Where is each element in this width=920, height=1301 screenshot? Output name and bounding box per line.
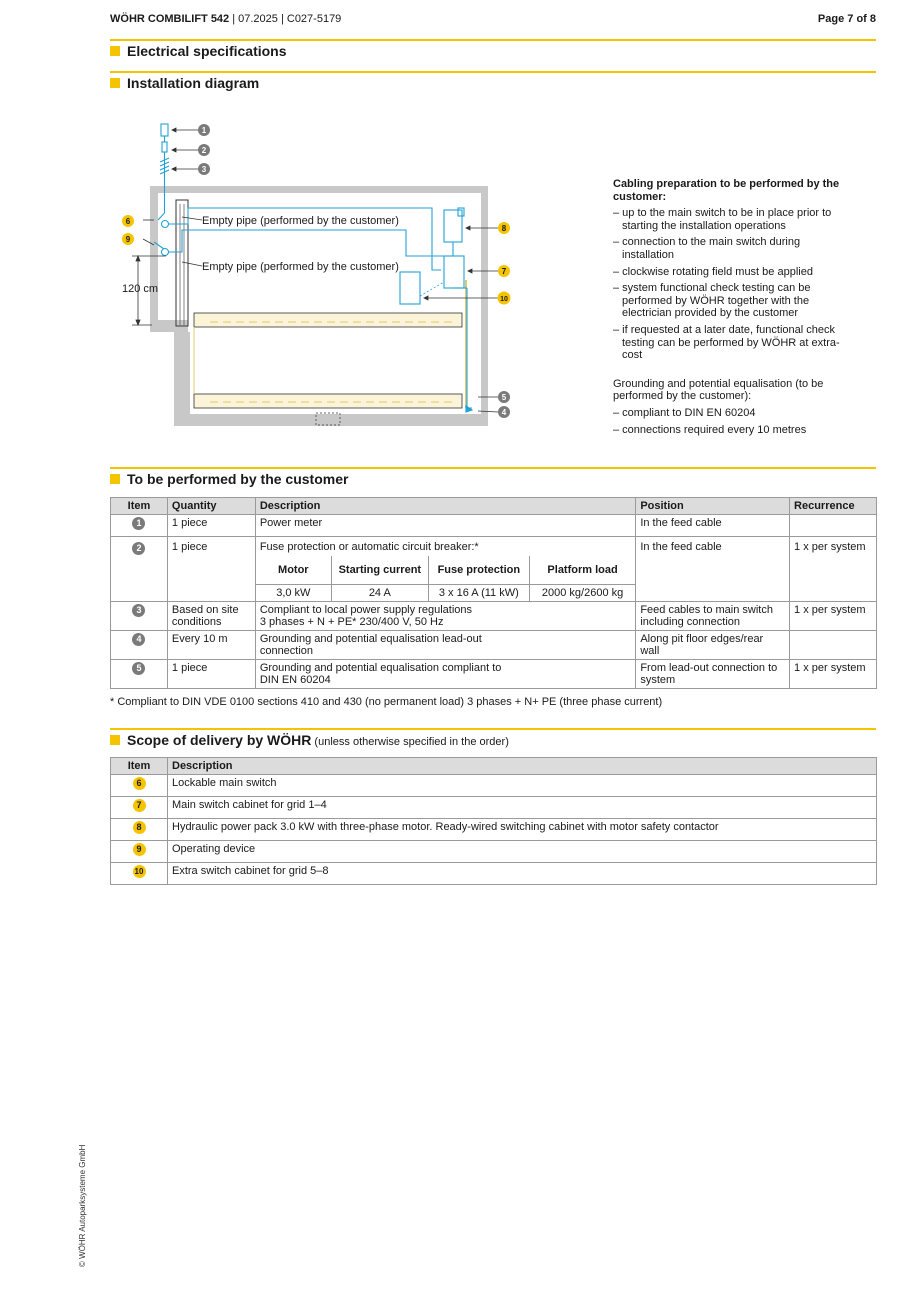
item-number: 5 xyxy=(132,662,145,675)
table-row xyxy=(111,659,877,688)
cabling-title: Cabling preparation to be performed by the customer: xyxy=(613,178,840,203)
grounding-item: – compliant to DIN EN 60204 xyxy=(613,406,756,419)
svg-text:3: 3 xyxy=(201,165,207,174)
section-heading-electrical: Electrical specifications xyxy=(110,43,287,59)
spec-header: Platform load xyxy=(529,556,635,584)
col-header: Description xyxy=(168,758,877,775)
spec-value: 3,0 kW xyxy=(256,584,332,601)
recurrence-cell: 1 x per system xyxy=(790,537,877,602)
doc-meta: | 07.2025 | C027-5179 xyxy=(229,13,342,25)
lower-platform xyxy=(194,394,462,408)
spec-header: Motor xyxy=(256,556,332,584)
svg-text:9: 9 xyxy=(125,235,131,244)
description-cell: Extra switch cabinet for grid 5–8 xyxy=(168,863,877,885)
col-header: Item xyxy=(111,498,168,515)
col-header: Quantity xyxy=(167,498,255,515)
quantity-cell: Based on site conditions xyxy=(167,601,255,630)
footnote: * Compliant to DIN VDE 0100 sections 410 and 430 (no permanent load) 3 phases + N+ PE (three phase current) xyxy=(110,696,663,708)
spec-value: 3 x 16 A (11 kW) xyxy=(428,584,529,601)
cabling-item: – system functional check testing can be performed by WÖHR together with the electrician provided by the customer xyxy=(613,282,811,320)
svg-text:5: 5 xyxy=(501,393,507,402)
table-header-row xyxy=(111,758,877,775)
cabling-item: – clockwise rotating field must be applied xyxy=(613,265,813,278)
item-number: 1 xyxy=(132,517,145,530)
scope-note: (unless otherwise specified in the order) xyxy=(311,736,509,748)
section-heading-scope: Scope of delivery by WÖHR (unless otherwise specified in the order) xyxy=(110,732,509,748)
page-header xyxy=(110,13,876,25)
table-row xyxy=(111,515,877,537)
description-cell: Grounding and potential equalisation compliant to DIN EN 60204 xyxy=(255,659,635,688)
table-row xyxy=(111,819,877,841)
item-number: 9 xyxy=(133,843,146,856)
installation-diagram-svg xyxy=(110,110,530,440)
divider xyxy=(110,728,876,730)
table-row xyxy=(111,601,877,630)
table-header-row xyxy=(111,498,877,515)
upper-platform xyxy=(194,313,462,327)
col-header: Position xyxy=(636,498,790,515)
cabling-info xyxy=(613,178,843,440)
grounding-item: – connections required every 10 metres xyxy=(613,423,807,436)
position-cell: In the feed cable xyxy=(636,515,790,537)
item-number: 2 xyxy=(132,542,145,555)
item-number: 7 xyxy=(133,799,146,812)
divider xyxy=(110,71,876,73)
cabling-item: – up to the main switch to be in place prior to starting the installation operations xyxy=(613,207,832,232)
description-cell: Main switch cabinet for grid 1–4 xyxy=(168,797,877,819)
description-cell: Hydraulic power pack 3.0 kW with three-phase motor. Ready-wired switching cabinet with motor safety contactor xyxy=(168,819,877,841)
table-row xyxy=(111,841,877,863)
col-header: Item xyxy=(111,758,168,775)
item-number: 8 xyxy=(133,821,146,834)
section-marker xyxy=(110,735,120,745)
section-marker xyxy=(110,46,120,56)
cabling-item: – connection to the main switch during installation xyxy=(613,236,801,261)
recurrence-cell: 1 x per system xyxy=(790,601,877,630)
svg-text:4: 4 xyxy=(501,408,507,417)
recurrence-cell xyxy=(790,515,877,537)
col-header: Description xyxy=(255,498,635,515)
table-row xyxy=(111,537,877,602)
description-cell: Power meter xyxy=(255,515,635,537)
item-number: 10 xyxy=(133,865,146,878)
empty-pipe-label: Empty pipe (performed by the customer) xyxy=(202,215,399,227)
description-cell: Operating device xyxy=(168,841,877,863)
table-row xyxy=(111,775,877,797)
section-marker xyxy=(110,78,120,88)
col-header: Recurrence xyxy=(790,498,877,515)
height-label: 120 cm xyxy=(122,283,159,295)
divider xyxy=(110,467,876,469)
table-row xyxy=(111,797,877,819)
spec-value: 24 A xyxy=(331,584,428,601)
divider xyxy=(110,39,876,41)
quantity-cell: Every 10 m xyxy=(167,630,255,659)
item-number: 3 xyxy=(132,604,145,617)
recurrence-cell: 1 x per system xyxy=(790,659,877,688)
svg-text:8: 8 xyxy=(501,224,507,233)
power-meter-symbol xyxy=(161,124,168,136)
table-row xyxy=(111,630,877,659)
position-cell: Feed cables to main switch including connection xyxy=(636,601,790,630)
section-marker xyxy=(110,474,120,484)
fuse-spec-table xyxy=(256,556,635,601)
scope-table xyxy=(110,757,877,885)
svg-text:2: 2 xyxy=(201,146,207,155)
description-cell: Fuse protection or automatic circuit breaker:* xyxy=(259,541,479,553)
description-cell: Lockable main switch xyxy=(168,775,877,797)
product-name: WÖHR COMBILIFT 542 xyxy=(110,13,230,25)
position-cell: From lead-out connection to system xyxy=(636,659,790,688)
spec-header: Starting current xyxy=(331,556,428,584)
description-cell: Grounding and potential equalisation lead-out connection xyxy=(255,630,635,659)
grounding-title: Grounding and potential equalisation (to be performed by the customer): xyxy=(613,377,824,403)
recurrence-cell xyxy=(790,630,877,659)
copyright: © WÖHR Autoparksysteme GmbH xyxy=(78,1144,87,1267)
position-cell: In the feed cable xyxy=(636,537,790,602)
svg-text:1: 1 xyxy=(201,126,207,135)
installation-diagram xyxy=(110,110,530,440)
quantity-cell: 1 piece xyxy=(167,537,255,602)
page-number: Page 7 of 8 xyxy=(817,13,876,25)
quantity-cell: 1 piece xyxy=(167,659,255,688)
svg-text:10: 10 xyxy=(500,296,508,303)
spec-value: 2000 kg/2600 kg xyxy=(529,584,635,601)
customer-table xyxy=(110,497,877,689)
section-heading-installation: Installation diagram xyxy=(110,75,259,91)
fuse-symbol xyxy=(162,142,167,152)
quantity-cell: 1 piece xyxy=(167,515,255,537)
position-cell: Along pit floor edges/rear wall xyxy=(636,630,790,659)
svg-text:7: 7 xyxy=(501,267,507,276)
svg-text:6: 6 xyxy=(125,217,131,226)
description-cell: Compliant to local power supply regulations 3 phases + N + PE* 230/400 V, 50 Hz xyxy=(255,601,635,630)
empty-pipe-label: Empty pipe (performed by the customer) xyxy=(202,261,399,273)
table-row xyxy=(111,863,877,885)
spec-header: Fuse protection xyxy=(428,556,529,584)
item-number: 4 xyxy=(132,633,145,646)
section-heading-customer: To be performed by the customer xyxy=(110,471,348,487)
cabling-item: – if requested at a later date, functional check testing can be performed by WÖHR at extra-cost xyxy=(613,323,840,362)
item-number: 6 xyxy=(133,777,146,790)
